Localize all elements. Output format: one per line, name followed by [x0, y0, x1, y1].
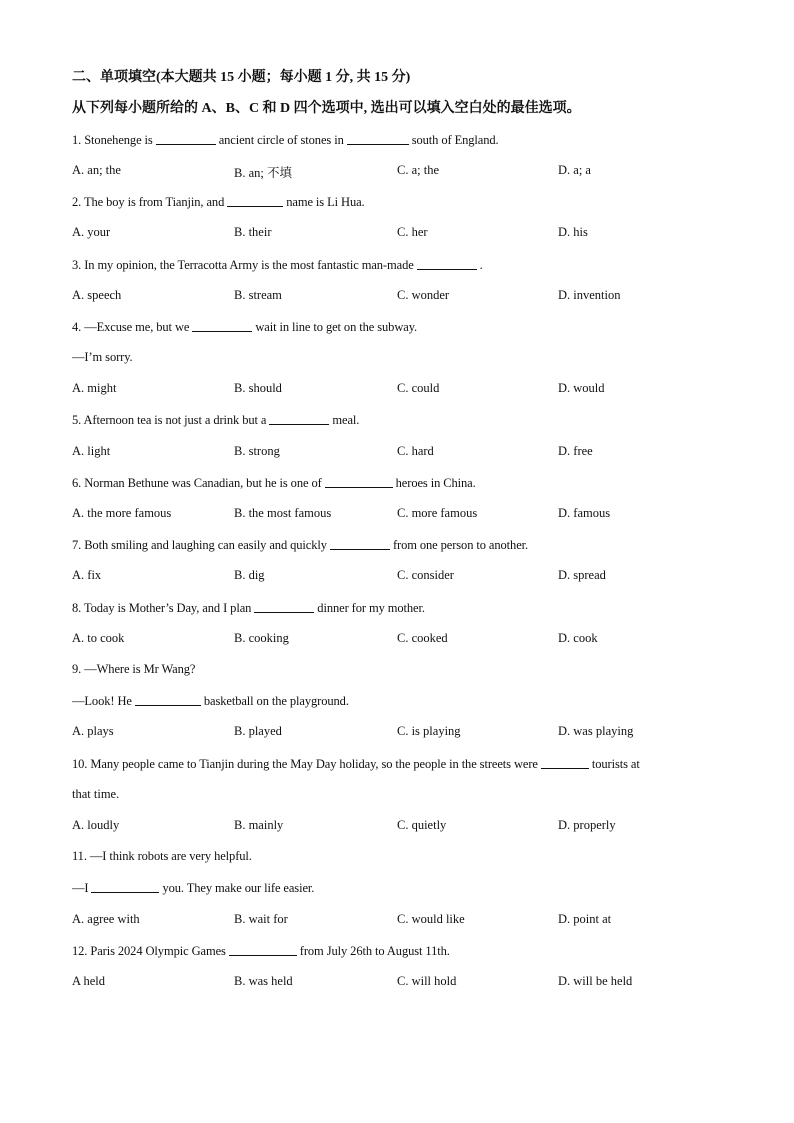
option-c: C. wonder — [397, 288, 450, 302]
question-text: from July 26th to August 11th. — [299, 944, 450, 958]
answer-blank — [254, 600, 314, 613]
option-d: D. will be held — [558, 974, 633, 988]
question-text: name is Li Hua. — [286, 195, 365, 209]
question-text: —Look! He — [72, 694, 132, 708]
question-text: 10. Many people came to Tianjin during the May Day holiday, so the people in the streets were — [72, 757, 538, 771]
question-4-response: —I’m sorry. — [72, 350, 133, 364]
question-text: 12. Paris 2024 Olympic Games — [72, 944, 226, 958]
question-text: basketball on the playground. — [203, 694, 349, 708]
option-c: C. is playing — [397, 724, 461, 738]
option-d: D. his — [558, 225, 588, 239]
question-text: from one person to another. — [392, 538, 529, 552]
question-text: you. They make our life easier. — [162, 881, 315, 895]
option-c: C. her — [397, 225, 428, 239]
option-b: B. the most famous — [234, 506, 332, 520]
question-1-stem — [72, 132, 499, 148]
option-b: B. an; 不填 — [234, 166, 292, 180]
answer-blank — [229, 943, 297, 956]
option-d: D. a; a — [558, 163, 591, 177]
option-b: B. played — [234, 724, 282, 738]
question-3-stem — [72, 257, 483, 273]
question-6-stem — [72, 475, 476, 491]
question-text: 5. Afternoon tea is not just a drink but a — [72, 413, 267, 427]
option-b: B. dig — [234, 568, 265, 582]
option-a: A. the more famous — [72, 506, 172, 520]
option-a: A. light — [72, 444, 111, 458]
question-text: tourists at — [591, 757, 640, 771]
answer-blank — [417, 257, 477, 270]
option-a: A. loudly — [72, 818, 120, 832]
option-d: D. free — [558, 444, 593, 458]
answer-blank — [325, 475, 393, 488]
option-c: C. could — [397, 381, 440, 395]
option-a: A. an; the — [72, 163, 121, 177]
option-b: B. wait for — [234, 912, 288, 926]
option-d: D. point at — [558, 912, 612, 926]
question-text: meal. — [332, 413, 360, 427]
question-2-stem — [72, 194, 365, 210]
option-a: A. to cook — [72, 631, 125, 645]
question-4-stem — [72, 319, 417, 335]
question-text: 4. —Excuse me, but we — [72, 320, 190, 334]
option-a: A held — [72, 974, 105, 988]
option-a: A. plays — [72, 724, 114, 738]
section-instruction: 从下列每小题所给的 A、B、C 和 D 四个选项中, 选出可以填入空白处的最佳选项。 — [72, 101, 581, 116]
question-text: 1. Stonehenge is — [72, 133, 153, 147]
option-c: C. a; the — [397, 163, 440, 177]
answer-blank — [227, 194, 283, 207]
question-text: 6. Norman Bethune was Canadian, but he is one of — [72, 476, 322, 490]
option-a: A. agree with — [72, 912, 140, 926]
question-9-response — [72, 693, 349, 709]
section-title: 二、单项填空(本大题共 15 小题；每小题 1 分, 共 15 分) — [72, 70, 411, 85]
option-c: C. will hold — [397, 974, 457, 988]
question-text: 7. Both smiling and laughing can easily and quickly — [72, 538, 327, 552]
answer-blank — [330, 537, 390, 550]
option-d: D. famous — [558, 506, 611, 520]
option-d: D. spread — [558, 568, 606, 582]
option-d: D. invention — [558, 288, 621, 302]
option-c: C. cooked — [397, 631, 448, 645]
question-12-stem — [72, 943, 450, 959]
option-a: A. might — [72, 381, 117, 395]
option-d: D. was playing — [558, 724, 634, 738]
option-c: C. consider — [397, 568, 454, 582]
question-text: —I — [72, 881, 89, 895]
option-b: B. their — [234, 225, 272, 239]
option-b: B. strong — [234, 444, 280, 458]
option-c: C. quietly — [397, 818, 447, 832]
option-c: C. hard — [397, 444, 434, 458]
question-text: heroes in China. — [395, 476, 476, 490]
question-text: wait in line to get on the subway. — [255, 320, 418, 334]
question-10-stem — [72, 756, 640, 772]
question-text: 2. The boy is from Tianjin, and — [72, 195, 225, 209]
option-b: B. should — [234, 381, 282, 395]
answer-blank — [347, 132, 409, 145]
option-d: D. would — [558, 381, 605, 395]
answer-blank — [192, 319, 252, 332]
question-text: 8. Today is Mother’s Day, and I plan — [72, 601, 252, 615]
option-a: A. speech — [72, 288, 122, 302]
answer-blank — [135, 693, 201, 706]
question-text: 3. In my opinion, the Terracotta Army is the most fantastic man-made — [72, 258, 414, 272]
question-7-stem — [72, 537, 528, 553]
option-d: D. properly — [558, 818, 616, 832]
option-b: B. mainly — [234, 818, 284, 832]
question-11-response — [72, 880, 314, 896]
question-text: south of England. — [411, 133, 499, 147]
option-b: B. stream — [234, 288, 282, 302]
question-11-stem: 11. —I think robots are very helpful. — [72, 849, 252, 863]
answer-blank — [156, 132, 216, 145]
question-9-stem: 9. —Where is Mr Wang? — [72, 662, 196, 676]
question-text: . — [479, 258, 483, 272]
answer-blank — [541, 756, 589, 769]
option-b: B. cooking — [234, 631, 289, 645]
answer-blank — [269, 412, 329, 425]
option-b: B. was held — [234, 974, 293, 988]
option-c: C. more famous — [397, 506, 478, 520]
option-d: D. cook — [558, 631, 598, 645]
question-8-stem — [72, 600, 425, 616]
question-10-continuation: that time. — [72, 787, 120, 801]
question-text: dinner for my mother. — [317, 601, 425, 615]
option-a: A. your — [72, 225, 111, 239]
question-5-stem — [72, 412, 359, 428]
option-c: C. would like — [397, 912, 465, 926]
answer-blank — [91, 880, 159, 893]
option-a: A. fix — [72, 568, 102, 582]
question-text: ancient circle of stones in — [218, 133, 344, 147]
